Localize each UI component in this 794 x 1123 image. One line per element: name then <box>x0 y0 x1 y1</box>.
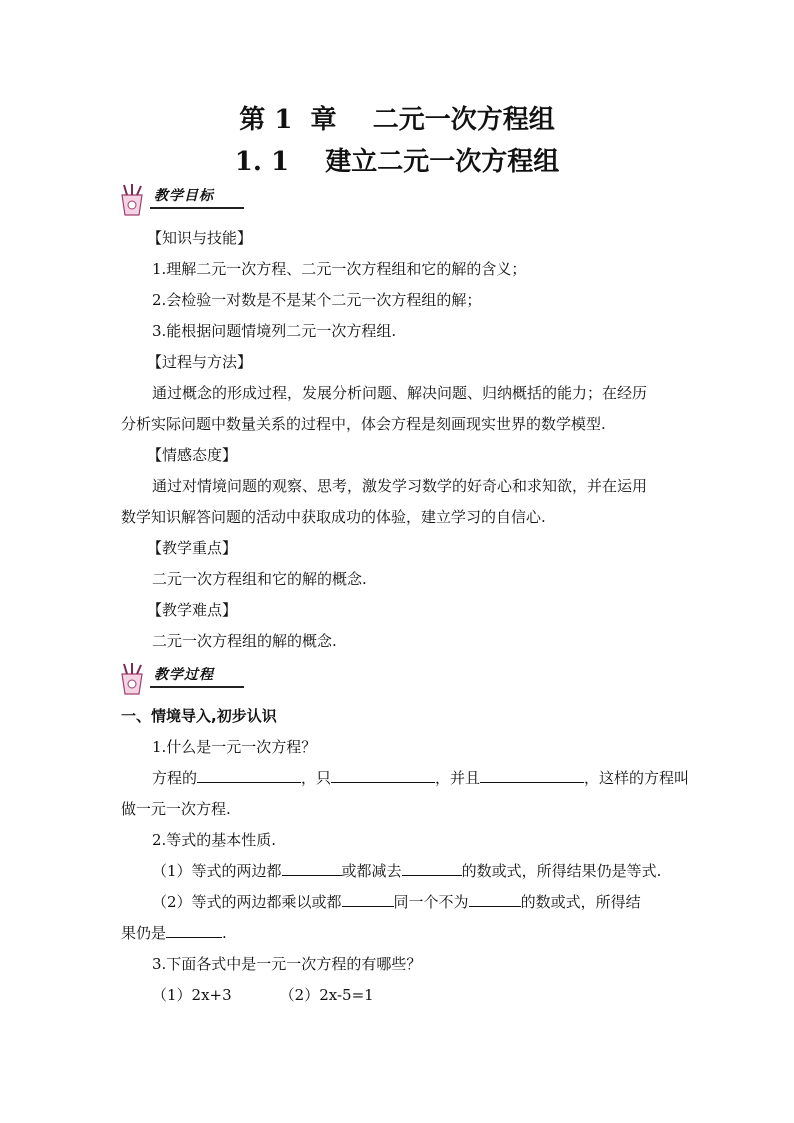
key-point-text: 二元一次方程组和它的解的概念. <box>152 570 367 588</box>
knowledge-item: 2.会检验一对数是不是某个二元一次方程组的解； <box>152 291 482 309</box>
text-fragment: （2）等式的两边都乘以或都 <box>152 893 342 911</box>
knowledge-heading: 【知识与技能】 <box>147 229 253 247</box>
fill-blank[interactable] <box>282 861 342 876</box>
text-fragment: ，这样的方程叫 <box>584 769 690 787</box>
question-2-2 <box>152 892 641 912</box>
key-point-heading: 【教学重点】 <box>147 539 238 557</box>
question-2-2-end <box>121 923 227 943</box>
objectives-header <box>116 183 246 217</box>
question-2-1 <box>152 861 661 881</box>
process-text: 分析实际问题中数量关系的过程中，体会方程是刻画现实世界的数学模型. <box>121 415 606 433</box>
fill-blank[interactable] <box>342 892 394 907</box>
difficult-point-text: 二元一次方程组的解的概念. <box>152 632 337 650</box>
process-heading: 【过程与方法】 <box>147 353 253 371</box>
text-fragment: 或都减去 <box>341 862 402 880</box>
process-header-label: 教学过程 <box>154 667 214 683</box>
option-1: （1）2x+3 <box>152 986 232 1004</box>
fill-blank[interactable] <box>402 861 462 876</box>
text-fragment: 方程的 <box>152 769 198 787</box>
pencil-cup-icon <box>116 183 152 217</box>
section-title: 1. 1 建立二元一次方程组 <box>234 147 560 177</box>
emotion-text: 通过对情境问题的观察、思考，激发学习数学的好奇心和求知欲，并在运用 <box>152 477 648 495</box>
text-fragment: 的数或式，所得结 <box>520 893 641 911</box>
text-fragment: 的数或式，所得结果仍是等式. <box>461 862 662 880</box>
knowledge-item: 1.理解二元一次方程、二元一次方程组和它的解的含义； <box>152 260 527 278</box>
emotion-text: 数学知识解答问题的活动中获取成功的体验，建立学习的自信心. <box>121 508 546 526</box>
chapter-title: 第 1 章 二元一次方程组 <box>239 105 555 135</box>
fill-blank[interactable] <box>166 923 222 938</box>
process-header <box>116 662 246 696</box>
option-2: （2）2x-5=1 <box>279 986 374 1004</box>
header-underline <box>150 686 244 688</box>
question-1-fill-line <box>152 768 689 788</box>
fill-blank[interactable] <box>480 768 584 783</box>
header-underline <box>150 207 244 209</box>
question-3: 3.下面各式中是一元一次方程的有哪些？ <box>152 955 422 973</box>
question-1: 1.什么是一元一次方程？ <box>152 738 317 756</box>
text-fragment: 果仍是 <box>121 924 167 942</box>
question-1-fill-line-end: 做一元一次方程. <box>121 800 231 818</box>
text-fragment: 同一个不为 <box>393 893 469 911</box>
difficult-point-heading: 【教学难点】 <box>147 601 238 619</box>
fill-blank[interactable] <box>331 768 435 783</box>
objectives-header-label: 教学目标 <box>154 188 214 204</box>
fill-blank[interactable] <box>469 892 521 907</box>
fill-blank[interactable] <box>197 768 301 783</box>
text-fragment: ，并且 <box>435 769 481 787</box>
question-3-options <box>152 985 374 1005</box>
process-text: 通过概念的形成过程，发展分析问题、解决问题、归纳概括的能力；在经历 <box>152 384 648 402</box>
emotion-heading: 【情感态度】 <box>147 446 238 464</box>
knowledge-item: 3.能根据问题情境列二元一次方程组. <box>152 322 397 340</box>
text-fragment: ，只 <box>301 769 332 787</box>
pencil-cup-icon <box>116 662 152 696</box>
part1-title: 一、情境导入,初步认识 <box>121 707 277 725</box>
text-fragment: （1）等式的两边都 <box>152 862 282 880</box>
text-fragment: . <box>222 924 227 942</box>
question-2: 2.等式的基本性质. <box>152 831 277 849</box>
